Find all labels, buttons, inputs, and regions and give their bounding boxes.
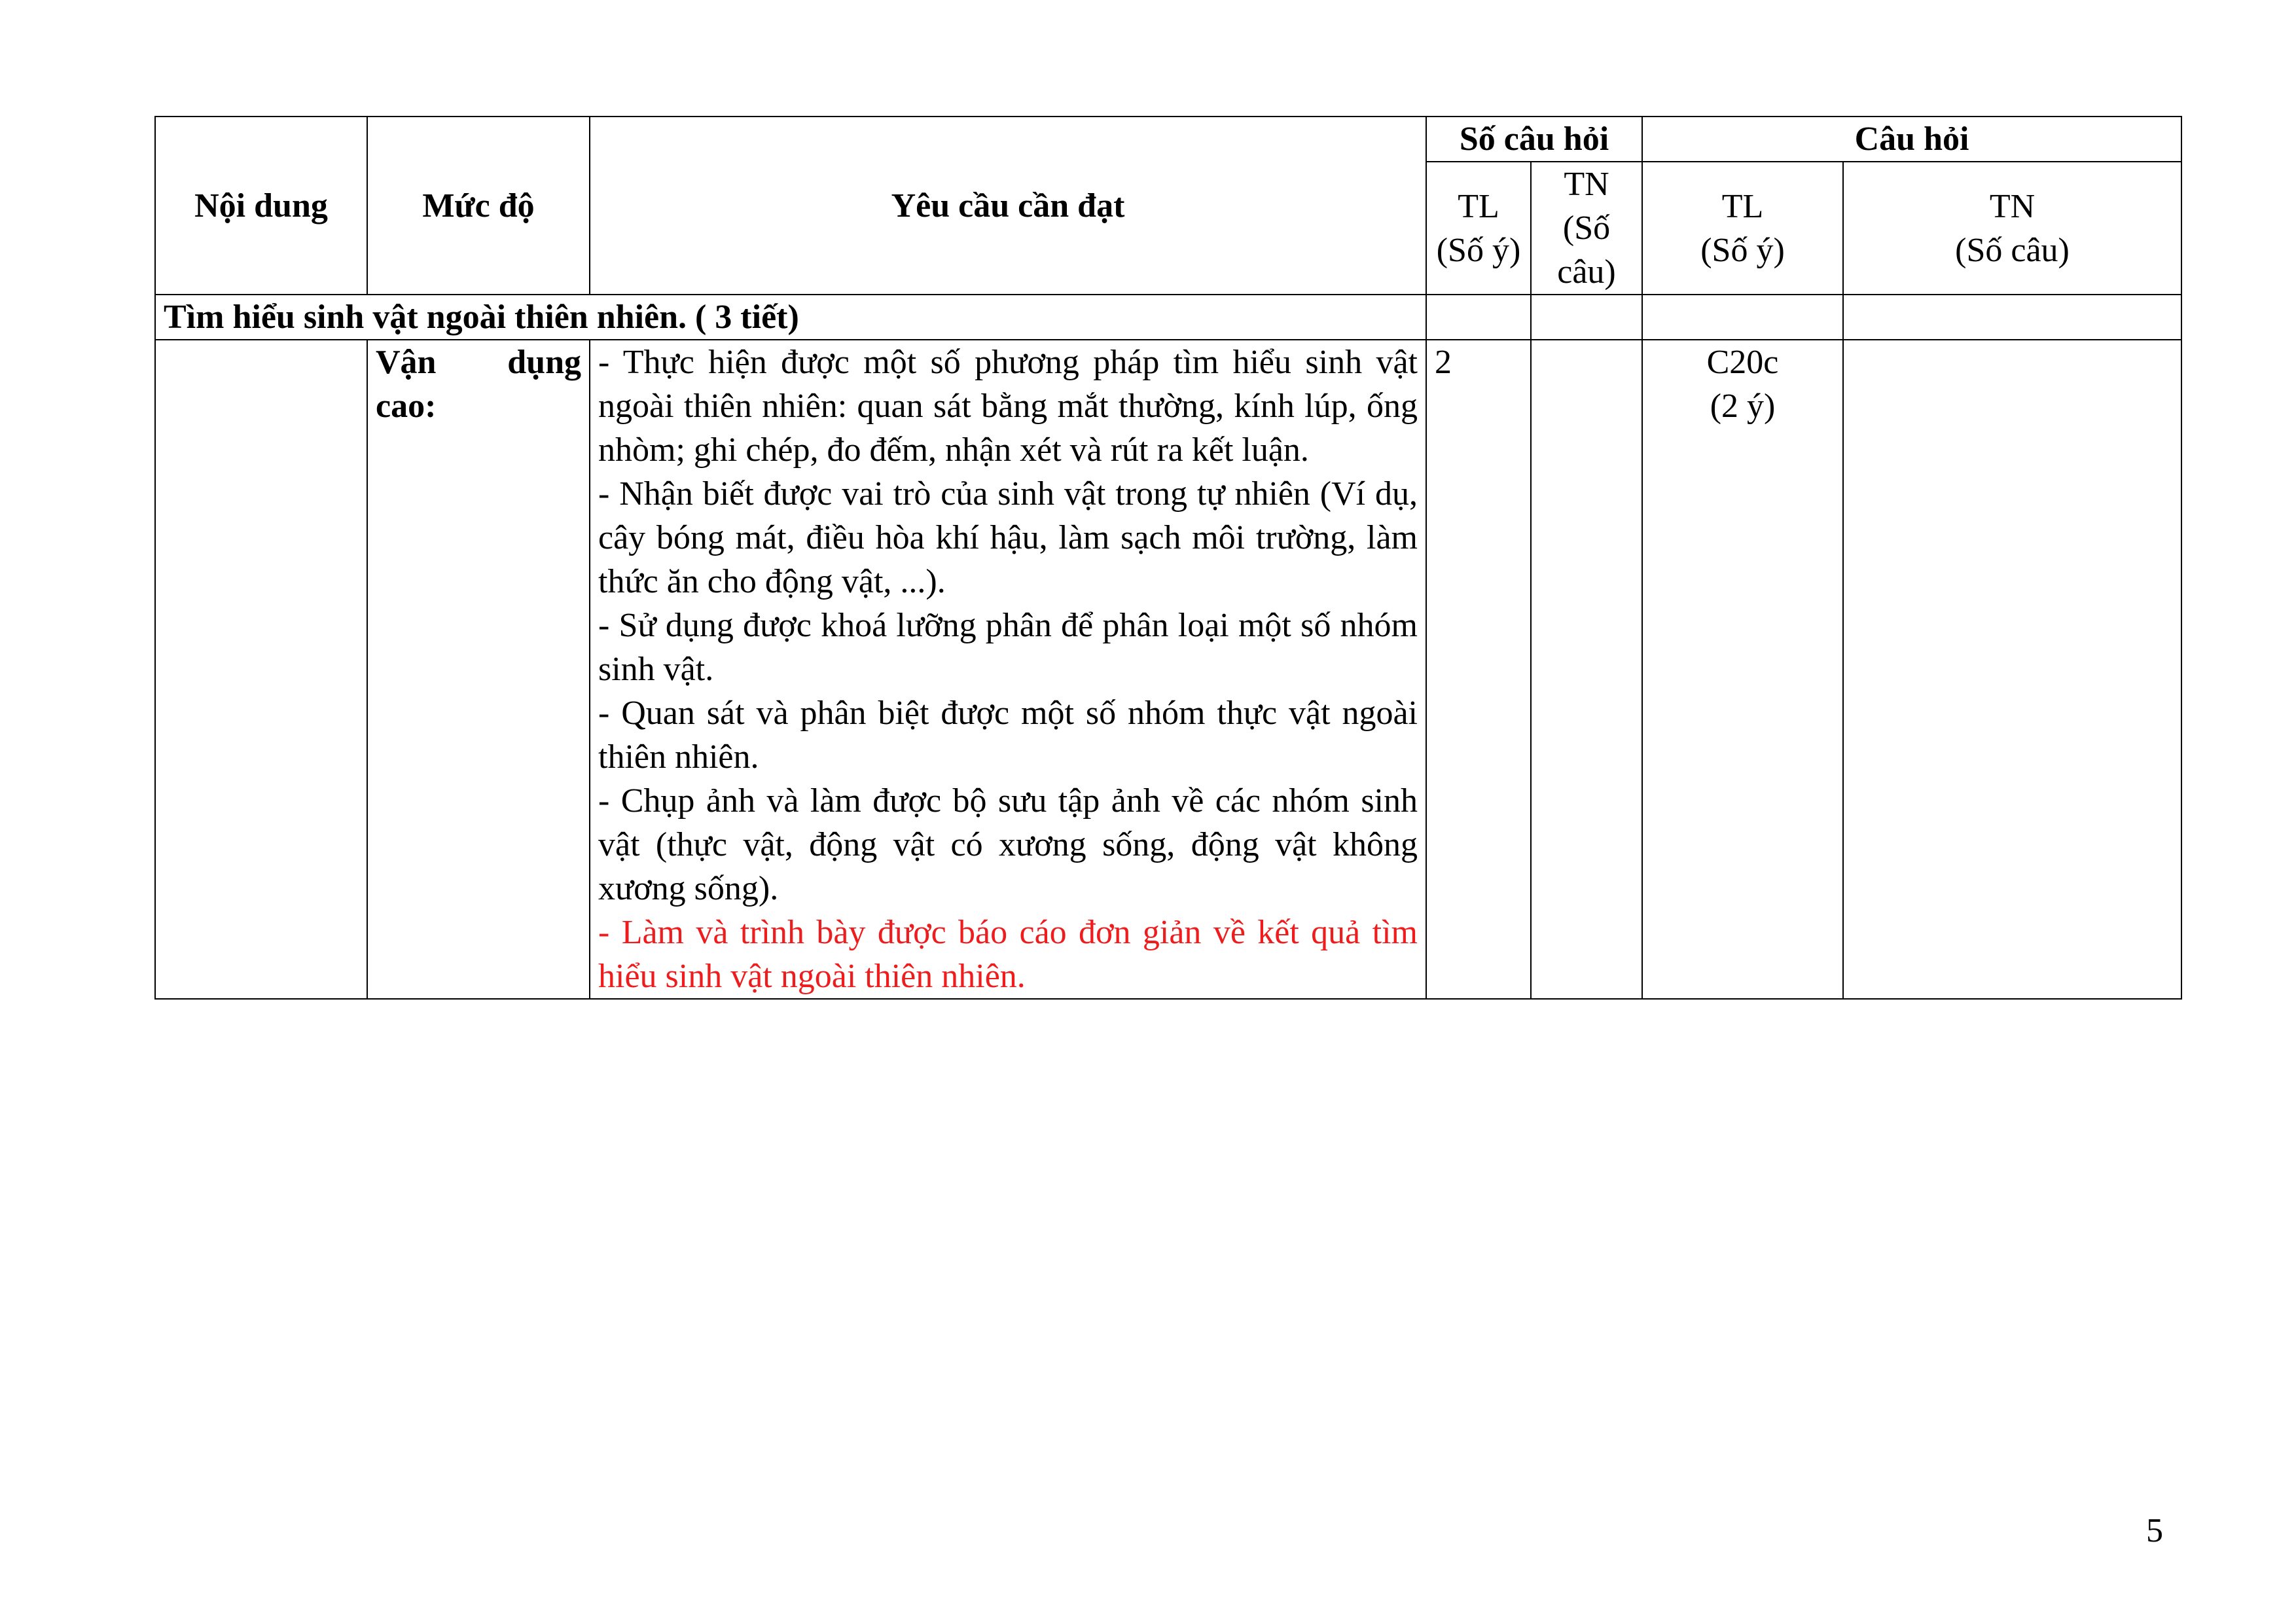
header-cau-hoi-tn-label: TN <box>1989 187 2036 225</box>
section-title: Tìm hiểu sinh vật ngoài thiên nhiên. ( 3 tiết) <box>155 295 1426 340</box>
section-empty-cell <box>1531 295 1642 340</box>
noi-dung-cell <box>155 340 367 999</box>
header-row-top <box>155 117 2181 162</box>
header-cau-hoi-tn-unit: (Số câu) <box>1955 231 2070 269</box>
section-empty-cell <box>1642 295 1843 340</box>
header-muc-do: Mức độ <box>367 117 590 295</box>
header-so-cau-hoi-tl: TL (Số ý) <box>1426 162 1531 295</box>
cau-hoi-tl-count: (2 ý) <box>1710 388 1776 425</box>
requirement-item: - Sử dụng được khoá lưỡng phân để phân loại một số nhóm sinh vật. <box>598 607 1418 688</box>
section-row <box>155 295 2181 340</box>
requirements-cell <box>590 340 1426 999</box>
header-noi-dung: Nội dung <box>155 117 367 295</box>
cau-hoi-tn-value <box>1843 340 2181 999</box>
requirement-item: - Quan sát và phân biệt được một số nhóm thực vật ngoài thiên nhiên. <box>598 695 1418 776</box>
section-empty-cell <box>1843 295 2181 340</box>
header-cau-hoi-tl-unit: (Số ý) <box>1700 231 1785 269</box>
cau-hoi-tl-value <box>1642 340 1843 999</box>
header-cau-hoi: Câu hỏi <box>1642 117 2181 162</box>
requirement-item: - Chụp ảnh và làm được bộ sưu tập ảnh về các nhóm sinh vật (thực vật, động vật có xương sống, động vật không xương sống). <box>598 782 1418 907</box>
cau-hoi-tl-code: C20c <box>1706 344 1779 381</box>
requirement-item-highlighted: - Làm và trình bày được báo cáo đơn giản về kết quả tìm hiểu sinh vật ngoài thiên nhiên. <box>598 914 1418 995</box>
header-yeu-cau: Yêu cầu cần đạt <box>590 117 1426 295</box>
header-so-cau-hoi: Số câu hỏi <box>1426 117 1642 162</box>
page-number: 5 <box>2146 1512 2163 1549</box>
table-row <box>155 340 2181 999</box>
section-empty-cell <box>1426 295 1531 340</box>
requirement-item: - Thực hiện được một số phương pháp tìm hiểu sinh vật ngoài thiên nhiên: quan sát bằng mắt thường, kính lúp, ống nhòm; ghi chép, đo đếm, nhận xét và rút ra kết luận. <box>598 344 1418 469</box>
so-cau-hoi-tl-value: 2 <box>1426 340 1531 999</box>
header-so-cau-hoi-tn: TN (Số câu) <box>1531 162 1642 295</box>
so-cau-hoi-tn-value <box>1531 340 1642 999</box>
matrix-table <box>154 116 2182 1000</box>
muc-do-cell: Vận dụng cao: <box>367 340 590 999</box>
header-cau-hoi-tl <box>1642 162 1843 295</box>
header-cau-hoi-tn <box>1843 162 2181 295</box>
requirement-item: - Nhận biết được vai trò của sinh vật trong tự nhiên (Ví dụ, cây bóng mát, điều hòa khí hậu, làm sạch môi trường, làm thức ăn cho động vật, ...). <box>598 475 1418 600</box>
header-cau-hoi-tl-label: TL <box>1721 187 1764 225</box>
